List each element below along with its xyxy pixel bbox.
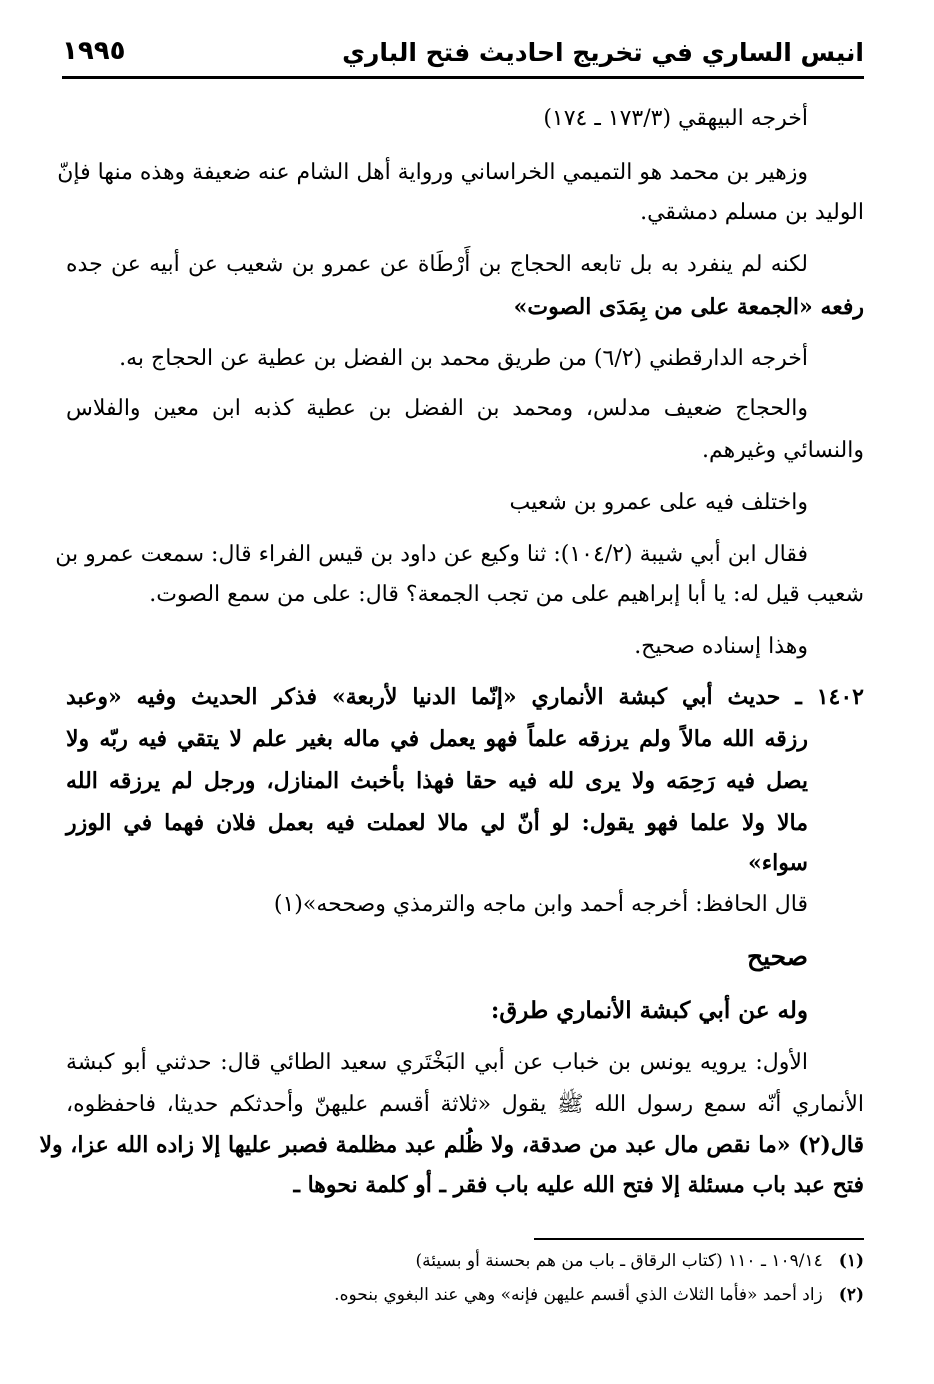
text-line: وزهير بن محمد هو التميمي الخراساني ورواية أهل الشام عنه ضعيفة وهذه منها فإنّ	[57, 160, 808, 185]
book-title: انيس الساري في تخريج احاديث فتح الباري	[342, 38, 864, 67]
text-line: فقال ابن أبي شيبة (١٠٤/٢): ثنا وكيع عن داود بن قيس الفراء قال: سمعت عمرو بن	[55, 542, 808, 567]
running-header	[62, 34, 864, 74]
text-line: فتح عبد باب مسئلة إلا فتح الله عليه باب فقر ـ أو كلمة نحوها ـ	[293, 1172, 864, 1198]
text-line: سواء»	[747, 850, 808, 876]
text-line: والحجاج ضعيف مدلس، ومحمد بن الفضل بن عطية كذبه ابن معين والفلاس	[66, 396, 808, 421]
text-line: لكنه لم ينفرد به بل تابعه الحجاج بن أَرْطَاة عن عمرو بن شعيب عن أبيه عن جده	[66, 252, 808, 277]
text-line: أخرجه الدارقطني (٦/٢) من طريق محمد بن الفضل بن عطية عن الحجاج به.	[119, 346, 808, 371]
page-number: ١٩٩٥	[62, 36, 126, 66]
text-line: مالا ولا علما فهو يقول: لو أنّ لي مالا لعملت فيه بعمل فلان فهما في الوزر	[66, 810, 808, 836]
hafiz-line: قال الحافظ: أخرجه أحمد وابن ماجه والترمذي وصححه»(١)	[273, 892, 808, 917]
text-line: والنسائي وغيرهم.	[701, 438, 864, 463]
footnote-number: (١)	[838, 1251, 864, 1271]
header-rule	[62, 76, 864, 79]
text-line: الأنماري أنّه سمع رسول الله ﷺ يقول «ثلاثة أقسم عليهنّ وأحدثكم حديثا، فاحفظوه،	[66, 1092, 864, 1117]
footnote-number: (٢)	[838, 1285, 864, 1305]
footnote-text: زاد أحمد «فأما الثلاث الذي أقسم عليهن فإنه» وهي عند البغوي بنحوه.	[334, 1285, 823, 1305]
footnote	[334, 1282, 864, 1308]
verdict: صحيح	[746, 942, 808, 971]
footnote-rule	[534, 1238, 864, 1240]
section-heading: وله عن أبي كبشة الأنماري طرق:	[490, 997, 808, 1024]
text-line: واختلف فيه على عمرو بن شعيب	[509, 490, 808, 515]
text-line: أخرجه البيهقي (١٧٣/٣ ـ ١٧٤)	[543, 106, 808, 131]
text-line: الأول: يرويه يونس بن خباب عن أبي البَخْتَري سعيد الطائي قال: حدثني أبو كبشة	[66, 1050, 808, 1075]
text-line: وهذا إسناده صحيح.	[634, 634, 808, 659]
text-line: شعيب قيل له: يا أبا إبراهيم على من تجب الجمعة؟ قال: على من سمع الصوت.	[149, 582, 864, 607]
text-line: يصل فيه رَحِمَه ولا يرى لله فيه حقا فهذا بأخبث المنازل، ورجل لم يرزقه الله	[66, 768, 808, 794]
text-line: قال(٢) «ما نقص مال عبد من صدقة، ولا ظُلم عبد مظلمة فصبر عليها إلا زاده الله عزا، ولا	[39, 1132, 864, 1158]
text-line: الوليد بن مسلم دمشقي.	[640, 200, 864, 225]
text-line: رفعه «الجمعة على من بِمَدَى الصوت»	[513, 294, 864, 320]
footnote	[416, 1248, 864, 1274]
hadith-heading: ١٤٠٢ ـ حديث أبي كبشة الأنماري «إنّما الدنيا لأربعة» فذكر الحديث وفيه «وعبد	[66, 684, 864, 710]
text-line: رزقه الله مالاً ولم يرزقه علماً فهو يعمل في ماله بغير علم لا يتقي فيه ربّه ولا	[66, 726, 808, 752]
footnote-text: ١٠٩/١٤ ـ ١١٠ (كتاب الرقاق ـ باب من هم بحسنة أو بسيئة)	[415, 1251, 823, 1271]
